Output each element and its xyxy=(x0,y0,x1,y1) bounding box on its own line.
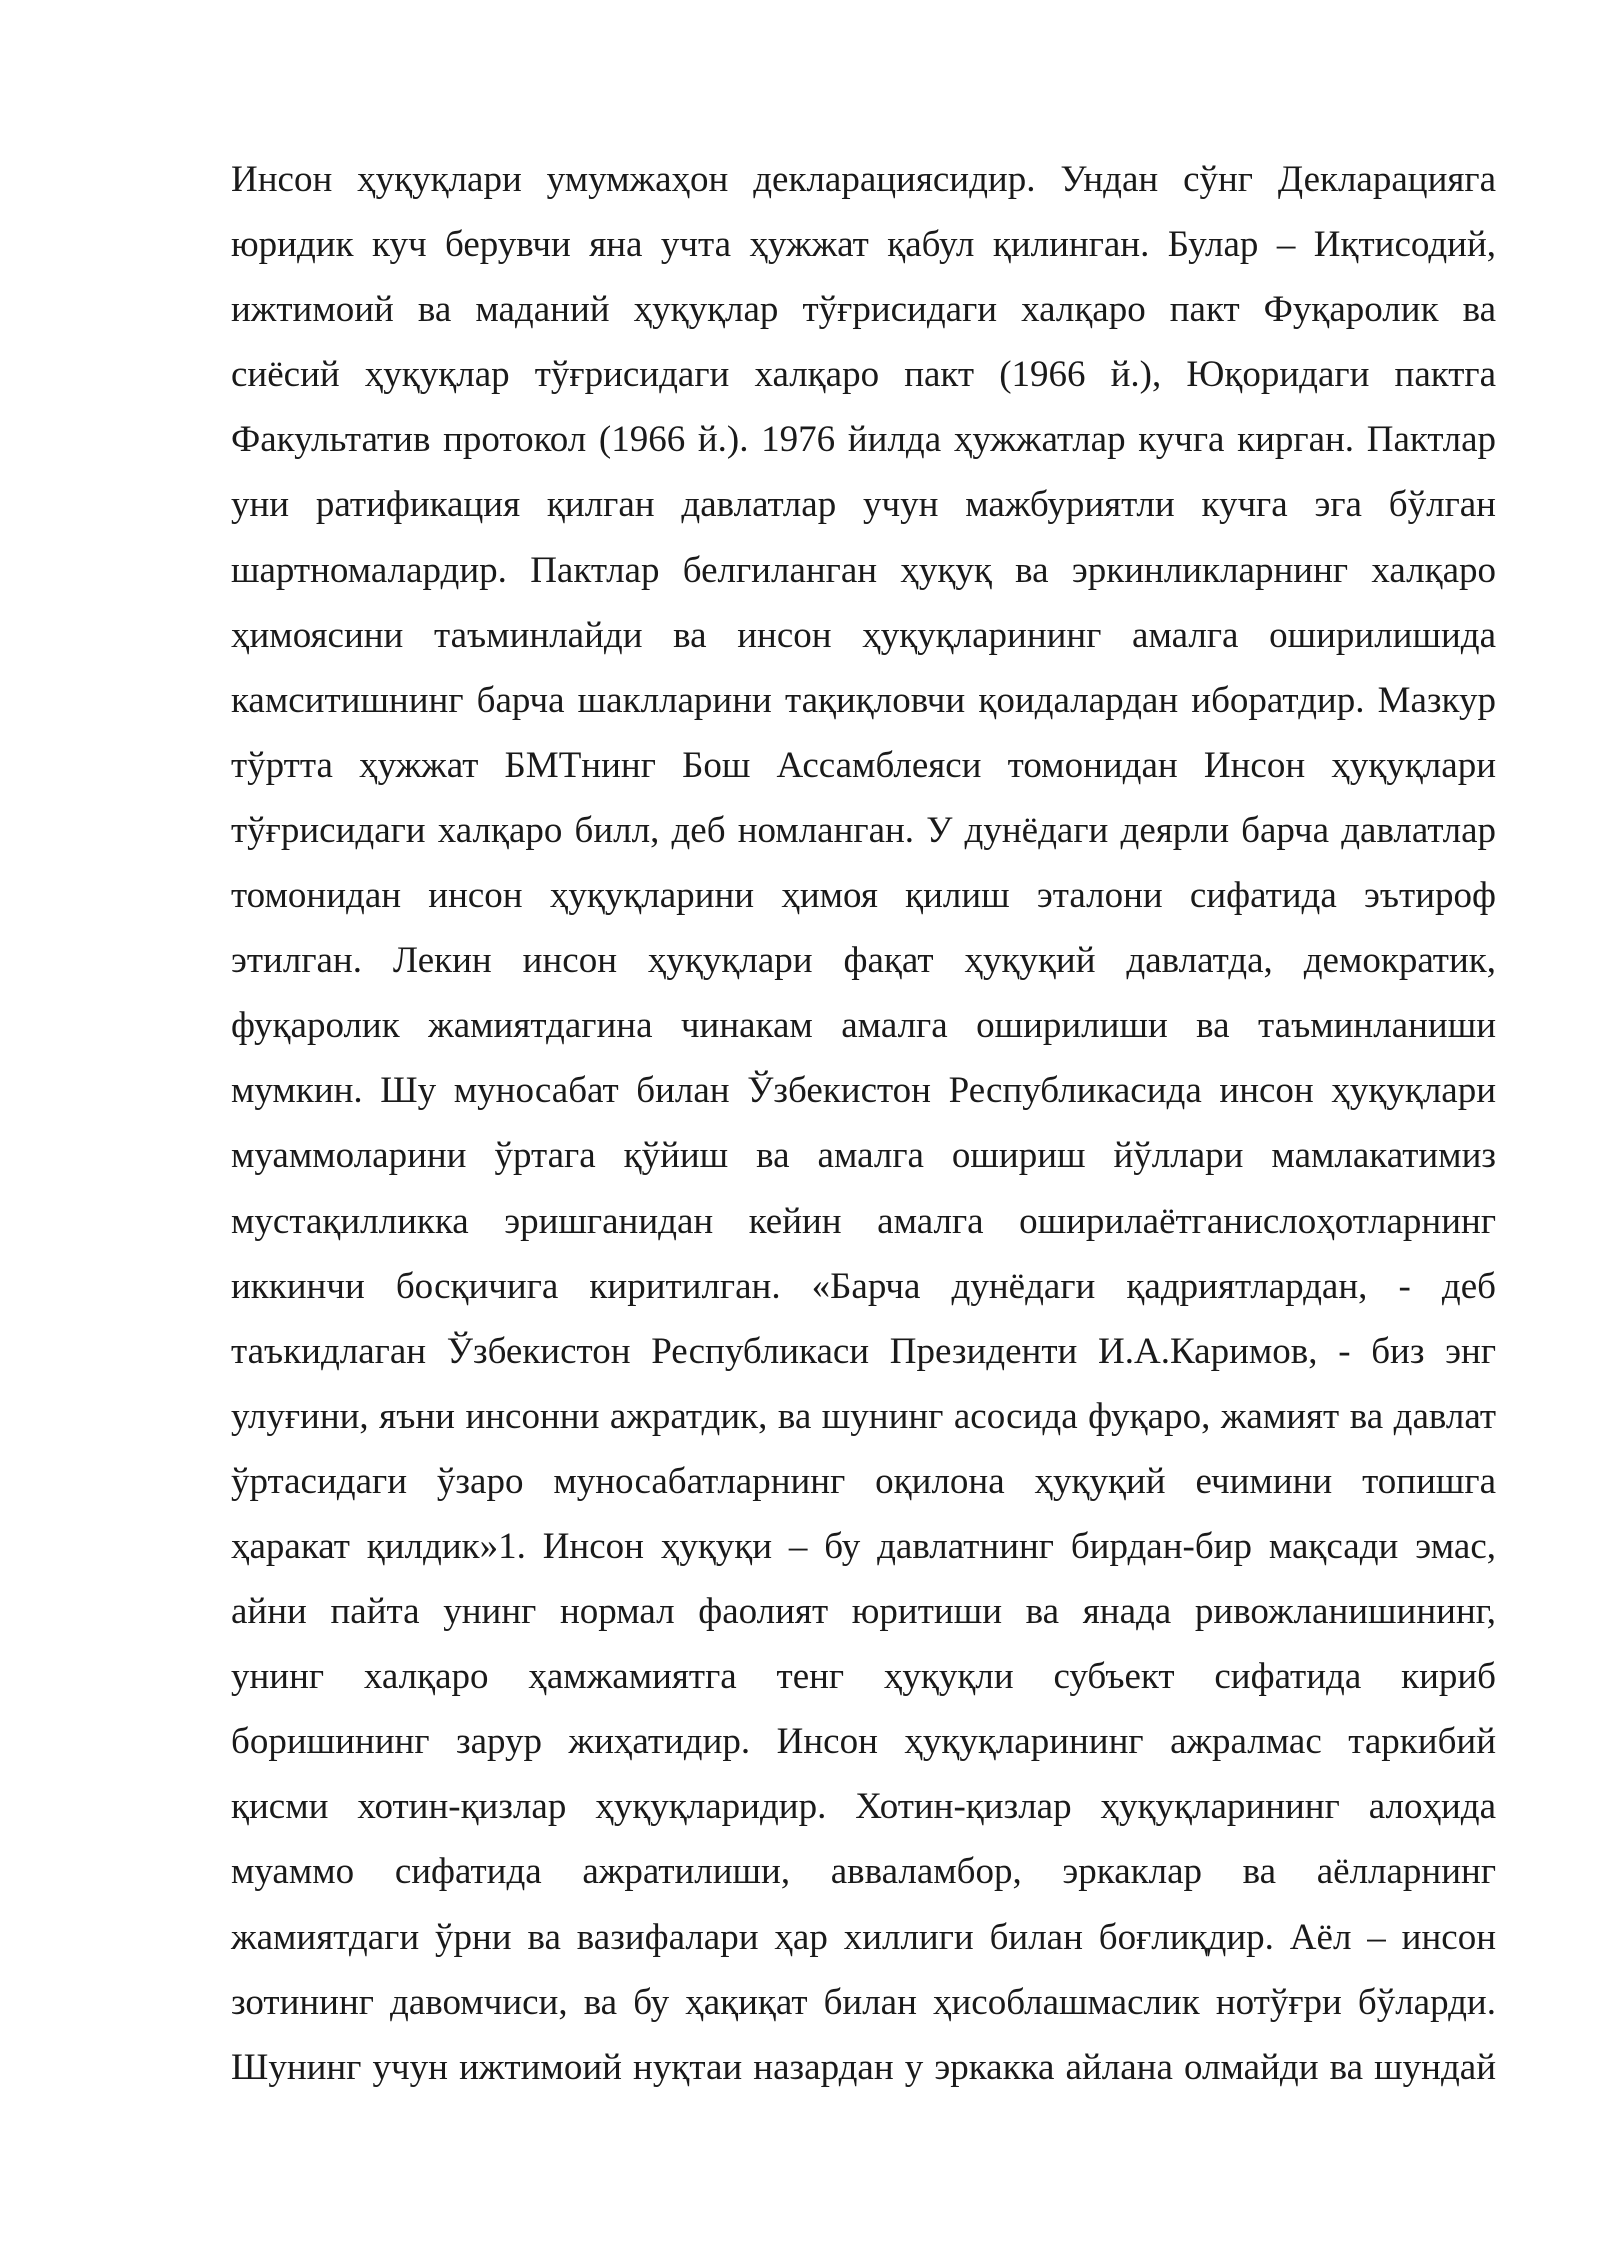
text-line: юридик куч берувчи яна учта ҳужжат қабул қилинган. Булар – Иқтисодий, xyxy=(231,224,1496,266)
text-line: таъкидлаган Ўзбекистон Республикаси Президенти И.А.Каримов, - биз энг xyxy=(231,1330,1496,1372)
text-line: ижтимоий ва маданий ҳуқуқлар тўғрисидаги халқаро пакт Фуқаролик ва xyxy=(231,289,1496,331)
text-line: Факультатив протокол (1966 й.). 1976 йилда ҳужжатлар кучга кирган. Пактлар xyxy=(231,419,1496,461)
text-line: айни пайта унинг нормал фаолият юритиши ва янада ривожланишининг, xyxy=(231,1591,1496,1633)
text-line: Инсон ҳуқуқлари умумжаҳон декларациясидир. Ундан сўнг Декларацияга xyxy=(231,159,1496,200)
text-line: ҳимоясини таъминлайди ва инсон ҳуқуқларининг амалга оширилишида xyxy=(231,614,1496,656)
text-line: шартномалардир. Пактлар белгиланган ҳуқуқ ва эркинликларнинг халқаро xyxy=(231,549,1496,591)
text-line: мумкин. Шу муносабат билан Ўзбекистон Республикасида инсон ҳуқуқлари xyxy=(231,1070,1496,1112)
text-line: сиёсий ҳуқуқлар тўғрисидаги халқаро пакт (1966 й.), Юқоридаги пактга xyxy=(231,354,1496,396)
text-line: фуқаролик жамиятдагина чинакам амалга оширилиши ва таъминланиши xyxy=(231,1005,1496,1047)
text-line: қисми хотин-қизлар ҳуқуқларидир. Хотин-қизлар ҳуқуқларининг алоҳида xyxy=(231,1786,1496,1828)
text-line: боришининг зарур жиҳатидир. Инсон ҳуқуқларининг ажралмас таркибий xyxy=(231,1721,1496,1763)
text-line: муаммоларини ўртага қўйиш ва амалга ошириш йўллари мамлакатимиз xyxy=(231,1135,1496,1177)
text-line: томонидан инсон ҳуқуқларини ҳимоя қилиш эталони сифатида эътироф xyxy=(231,875,1496,917)
body-paragraph xyxy=(231,147,1496,2100)
text-line: ўртасидаги ўзаро муносабатларнинг оқилона ҳуқуқий ечимини топишга xyxy=(231,1460,1496,1502)
text-line: мустақилликка эришганидан кейин амалга оширилаётганислоҳотларнинг xyxy=(231,1200,1496,1242)
text-line: улуғини, яъни инсонни ажратдик, ва шунинг асосида фуқаро, жамият ва давлат xyxy=(231,1395,1496,1437)
text-line: уни ратификация қилган давлатлар учун мажбуриятли кучга эга бўлган xyxy=(231,484,1496,526)
text-line: унинг халқаро ҳамжамиятга тенг ҳуқуқли субъект сифатида кириб xyxy=(231,1656,1496,1698)
text-line: жамиятдаги ўрни ва вазифалари ҳар хиллиги билан боғлиқдир. Аёл – инсон xyxy=(231,1916,1496,1958)
text-line: ҳаракат қилдик»1. Инсон ҳуқуқи – бу давлатнинг бирдан-бир мақсади эмас, xyxy=(231,1525,1496,1567)
text-line: зотининг давомчиси, ва бу ҳақиқат билан ҳисоблашмаслик нотўғри бўларди. xyxy=(231,1981,1496,2023)
text-line: тўғрисидаги халқаро билл, деб номланган. У дунёдаги деярли барча давлатлар xyxy=(231,809,1496,851)
text-line: тўртта ҳужжат БМТнинг Бош Ассамблеяси томонидан Инсон ҳуқуқлари xyxy=(231,744,1496,786)
text-line: Шунинг учун ижтимоий нуқтаи назардан у эркакка айлана олмайди ва шундай xyxy=(231,2046,1496,2088)
text-line: камситишнинг барча шаклларини тақиқловчи қоидалардан иборатдир. Мазкур xyxy=(231,679,1496,721)
text-line: муаммо сифатида ажратилиши, авваламбор, эркаклар ва аёлларнинг xyxy=(231,1851,1496,1893)
text-line: иккинчи босқичига киритилган. «Барча дунёдаги қадриятлардан, - деб xyxy=(231,1265,1496,1307)
text-line: этилган. Лекин инсон ҳуқуқлари фақат ҳуқуқий давлатда, демократик, xyxy=(231,940,1496,982)
